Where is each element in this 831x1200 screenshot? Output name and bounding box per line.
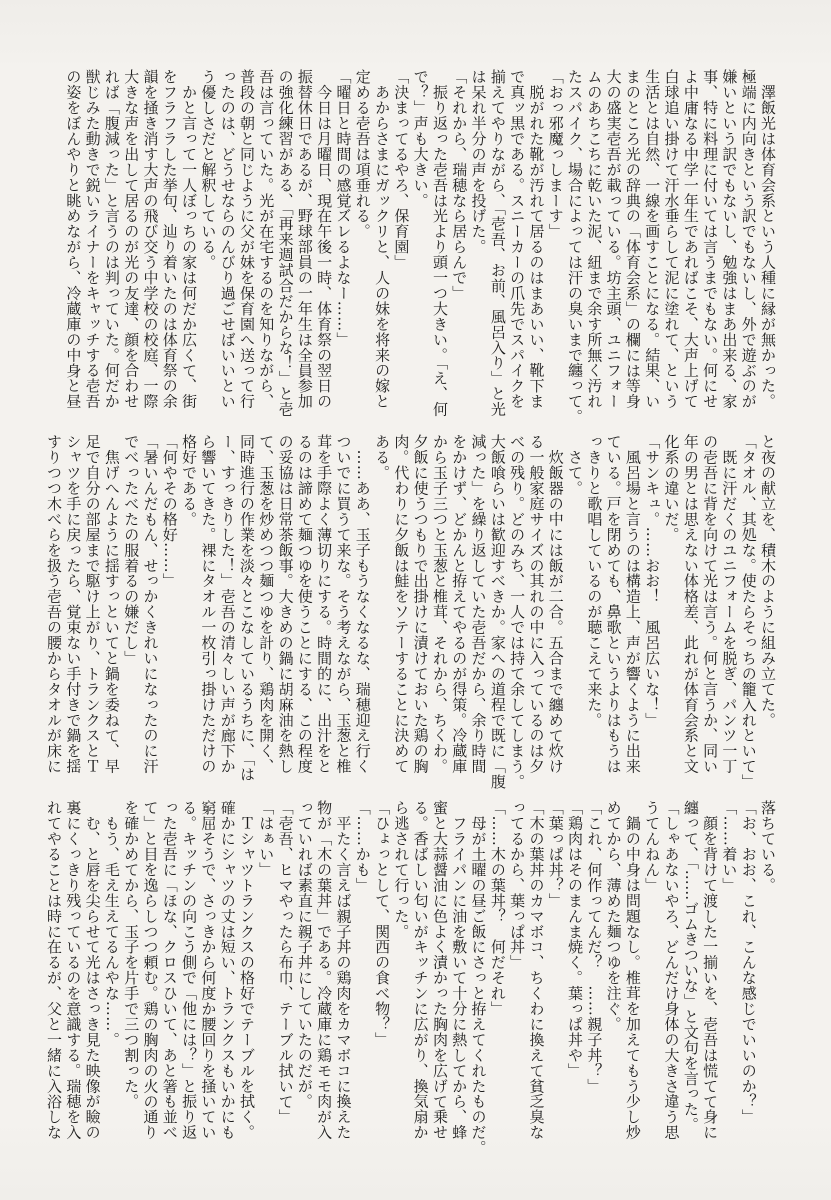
text-line: ついでに買うて来な。そう考えながら、玉葱と椎 xyxy=(334,434,353,774)
text-line: る。香ばしい匂いがキッチンに広がり、換気扇か xyxy=(411,800,430,1140)
text-line: む、と唇を尖らせて光はさっき見た映像が瞼の xyxy=(83,800,102,1140)
text-line: 嫌いという訳でもないし、勉強はまあ出来る、家 xyxy=(720,69,739,409)
text-band-2 xyxy=(44,434,777,790)
text-line: Ｔシャツトランクスの格好でテーブルを拭く。 xyxy=(237,800,256,1140)
text-line: ー、すっきりした！」壱吾の清々しい声が廊下か xyxy=(218,434,237,774)
text-band-1 xyxy=(63,69,777,425)
text-line: 揃えてやりながら、「壱吾、お前、風呂入り」と光 xyxy=(488,69,507,417)
text-line: 窮屈そうで、さっきから何度か腰回りを掻いてい xyxy=(199,800,218,1140)
text-line: 肉。代わりに夕飯は鮭をソテーすることに決めて xyxy=(392,434,411,774)
text-line: 「何やその格好……」 xyxy=(160,434,179,589)
text-line: 顔を背けて渡した一揃いを、壱吾は慌てて身に xyxy=(701,800,720,1140)
text-line: でべったべたの服着るの嫌だし」 xyxy=(122,434,141,666)
text-line: 格好である。 xyxy=(180,434,199,527)
text-line: 「お、おお、これ、こんな感じでいいのか？」 xyxy=(739,800,758,1125)
text-line: 白球追い掛けて汗水垂らして泥に塗れて、という xyxy=(662,69,681,409)
text-line: 裏にくっきり残っているのを意識する。瑞穂を入 xyxy=(64,800,83,1140)
text-line: て、玉葱を炒めつつ麺つゆを計り、鶏肉を開く、 xyxy=(257,434,276,774)
text-line: 大の盛実壱吾が載っている。坊主頭、ユニフォー xyxy=(604,69,623,409)
text-line: の妥協は日常茶飯事。大きめの鍋に胡麻油を熱し xyxy=(276,434,295,774)
text-line: で？」声も大きい。 xyxy=(411,69,430,209)
text-line: 同時進行の作業を淡々とこなしているうちに、「は xyxy=(237,434,256,782)
text-line: 「暑いんだもん、せっかくきれいになったのに汗 xyxy=(141,434,160,774)
text-line: で真ッ黒である。スニーカーの爪先でスパイクを xyxy=(508,69,527,409)
text-line: 韻を掻き消す大声の飛び交う中学校の校庭、一際 xyxy=(141,69,160,409)
text-line: う優しさだと解釈している。 xyxy=(199,69,218,270)
text-line: フライパンに油を敷いて十分に熱してから、蜂 xyxy=(450,800,469,1140)
text-line: の姿をぼんやりと眺めながら、冷蔵庫の中身と昼 xyxy=(64,69,83,409)
text-line: から玉子三つと玉葱と椎茸、それから、ちくわ。 xyxy=(430,434,449,774)
text-line: 足で自分の部屋まで駆け上がり、トランクスとＴ xyxy=(83,434,102,774)
text-line: れてやることは時に在るが、父と一緒に入浴しな xyxy=(45,800,64,1140)
text-line: 獣じみた動きで鋭いライナーをキャッチする壱吾 xyxy=(83,69,102,409)
text-line: る。キッチンの向こう側で「他には？」と振り返 xyxy=(180,800,199,1140)
text-line: るのは諦めて麺つゆを使うことにする、この程度 xyxy=(295,434,314,774)
text-line: 澤飯光は体育会系という人種に縁が無かった。 xyxy=(759,69,777,409)
text-line: 「鶏肉はそのまんま焼く。葉っぱ丼や」 xyxy=(566,800,585,1079)
text-line: 母が土曜の昼ご飯にさっと拵えてくれたものだ。 xyxy=(469,800,488,1156)
text-line: 「はぁい」 xyxy=(257,800,276,878)
text-line: 「……木の葉丼？ 何だそれ」 xyxy=(488,800,507,1017)
text-line: 「……かも」 xyxy=(353,800,372,893)
text-line: 定める壱吾は項垂れる。 xyxy=(353,69,372,239)
text-line: かと言って一人ぼっちの家は何だか広くて、街 xyxy=(180,69,199,409)
text-line: もう、毛え生えてるんやな……。 xyxy=(102,800,121,1048)
text-line: 夕飯に使うつもりで出掛けに漬けておいた鶏の胸 xyxy=(411,434,430,774)
text-line: めてから、薄めた麺つゆを注ぐ。 xyxy=(604,800,623,1032)
text-line: 「それから、瑞穂なら居らんで」 xyxy=(450,69,469,301)
text-line: る一般家庭サイズの其れの中に入っているのは夕 xyxy=(527,434,546,774)
text-line: 確かにシャツの丈は短い、トランクスもいかにも xyxy=(218,800,237,1140)
text-line: 「……着い」 xyxy=(720,800,739,893)
text-line: 生活とは自然、一線を画すことになる。結果、い xyxy=(643,69,662,409)
text-line: 既に汗だくのユニフォームを脱ぎ、パンツ一丁 xyxy=(720,434,739,774)
text-line: 化系の違いだ。 xyxy=(662,434,681,543)
text-line: 「おっ邪魔っしまーす」 xyxy=(546,69,565,239)
text-line: て」と目を逸らしつつ頼む。鶏の胸肉の火の通り xyxy=(141,800,160,1140)
text-line: 事、特に料理に付いては言うまでもない。何にせ xyxy=(701,69,720,409)
text-line: さて。 xyxy=(566,434,585,496)
text-line: 振替休日であるが、野球部員の一年生は全員参加 xyxy=(295,69,314,409)
text-line: ら響いてきた。裸にタオル一枚引っ掛けただけの xyxy=(199,434,218,774)
text-line: 脱がれた靴が汚れて居るのはまあいい、靴下ま xyxy=(527,69,546,409)
text-line: ある。 xyxy=(373,434,392,481)
text-line: 纏って、「……ゴムきついな」と文句を言った。 xyxy=(681,800,700,1133)
text-line: シャツを手に戻ったら、覚束ない手付きで鍋を揺 xyxy=(64,434,83,774)
text-line: の壱吾に背を向けて光は言う。何と言うか、同い xyxy=(701,434,720,774)
text-line: ムのあちこちに乾いた泥、紐まで余す所無く汚れ xyxy=(585,69,604,409)
text-line: 「これ、何作ってんだ？ ……親子丼？」 xyxy=(585,800,604,1094)
text-line: 「タオル、其処な。使たらそっちの籠入れといて」 xyxy=(739,434,758,790)
text-line: をフラフラした挙句、辿り着いたのは体育祭の余 xyxy=(160,69,179,409)
text-line: 風呂場と言うのは構造上、声が響くように出来 xyxy=(623,434,642,774)
text-line: と夜の献立を、積木のように組み立てた。 xyxy=(759,434,777,728)
text-line: 炊飯器の中には飯が二合。五合まで纏めて炊け xyxy=(546,434,565,774)
text-line: 落ちている。 xyxy=(759,800,777,893)
text-line: 振り返った壱吾は光より頭一つ大きい。「え、何 xyxy=(430,69,449,417)
text-line: まのところ光の辞典の「体育会系」の欄には等身 xyxy=(623,69,642,409)
text-line: うてんねん」 xyxy=(643,800,662,893)
text-line: 極端に内向きという訳でもないし、外で遊ぶのが xyxy=(739,69,758,409)
text-line: は呆れ半分の声を投げた。 xyxy=(469,69,488,255)
text-line: たスパイク、場合によっては汗の臭いまで纏って。 xyxy=(566,69,585,425)
text-line: っていれば素直に親子丼にしていたのだが。 xyxy=(295,800,314,1109)
text-line: 「木の葉丼のカマボコ、ちくわに換えて貧乏臭な xyxy=(527,800,546,1140)
text-line: 平たく言えば親子丼の鶏肉をカマボコに換えた xyxy=(334,800,353,1140)
text-line: 「しゃあないやろ、どんだけ身体の大きさ違う思 xyxy=(662,800,681,1140)
text-line: 「決まってるやろ、保育園」 xyxy=(392,69,411,270)
text-line: よ中庸なる中学一年生であればこそ、大声上げて xyxy=(681,69,700,409)
text-line: をかけず、どかんと拵えてやるのが得策。冷蔵庫 xyxy=(450,434,469,774)
text-line: 普段の朝と同じように父が妹を保育園へ送って行 xyxy=(237,69,256,409)
text-line: っきりと歌唱しているのが聴こえて来た。 xyxy=(585,434,604,728)
text-line: 今日は月曜日、現在午後一時、体育祭の翌日の xyxy=(315,69,334,409)
text-line: ったのは、どうせならのんびり過ごせばいいとい xyxy=(218,69,237,409)
text-line: 物が「木の葉丼」である。冷蔵庫に鶏モモ肉が入 xyxy=(315,800,334,1140)
text-line: 「壱吾、ヒマやったら布巾、テーブル拭いて」 xyxy=(276,800,295,1125)
text-line: 年の男とは思えない体格差、此れが体育会系と文 xyxy=(681,434,700,774)
text-line: すりつつ木べらを扱う壱吾の腰からタオルが床に xyxy=(45,434,64,774)
text-line: った壱吾に「ほな、クロスひいて、あと箸も並べ xyxy=(160,800,179,1140)
text-band-3 xyxy=(44,800,777,1156)
text-line: ている。戸を閉めても、鼻歌というよりはもうは xyxy=(604,434,623,774)
text-line: 蜜と大蒜醤油に色よく漬かった胸肉を広げて乗せ xyxy=(430,800,449,1140)
text-line: あからさまにガックリと、人の妹を将来の嫁と xyxy=(373,69,392,409)
text-line: ……ああ、玉子もうなくなるな、瑞穂迎え行く xyxy=(353,434,372,774)
text-line: 鍋の中身は問題なし。椎茸を加えてもう少し炒 xyxy=(623,800,642,1140)
text-line: 「曜日と時間の感覚ズレるよなー……」 xyxy=(334,69,353,348)
text-line: 吾は言っていた。光が在宅するのを知りながら、 xyxy=(257,69,276,409)
text-line: 減った」を繰り返していた壱吾だから、余り時間 xyxy=(469,434,488,774)
text-line: 「ひょっとして、関西の食べ物？」 xyxy=(373,800,392,1048)
text-line: 大飯喰らいは歓迎すべきか。家への道程で既に「腹 xyxy=(488,434,507,790)
text-line: 「葉っぱ丼？」 xyxy=(546,800,565,909)
text-line: 茸を手際よく薄切りにする。時間的に、出汁をと xyxy=(315,434,334,774)
text-line: の強化練習がある、「再来週試合だからな！」と壱 xyxy=(276,69,295,417)
text-line: れば「腹減った」と言うのは判っていた。何だか xyxy=(102,69,121,409)
text-line: を確かめてから、玉子を片手で三つ割った。 xyxy=(122,800,141,1109)
text-line: 「サンキュ。……おお！ 風呂広いな！」 xyxy=(643,434,662,728)
text-line: ら逃されて行った。 xyxy=(392,800,411,940)
text-line: 焦げへんように揺すっといてと鍋を委ねて、早 xyxy=(102,434,121,774)
text-line: ってるから、葉っぱ丼」 xyxy=(508,800,527,970)
text-line: べの残り。どのみち、一人では持て余してしまう。 xyxy=(508,434,527,790)
text-line: 大きな声を出して居るのが光の友達、顔を合わせ xyxy=(122,69,141,409)
